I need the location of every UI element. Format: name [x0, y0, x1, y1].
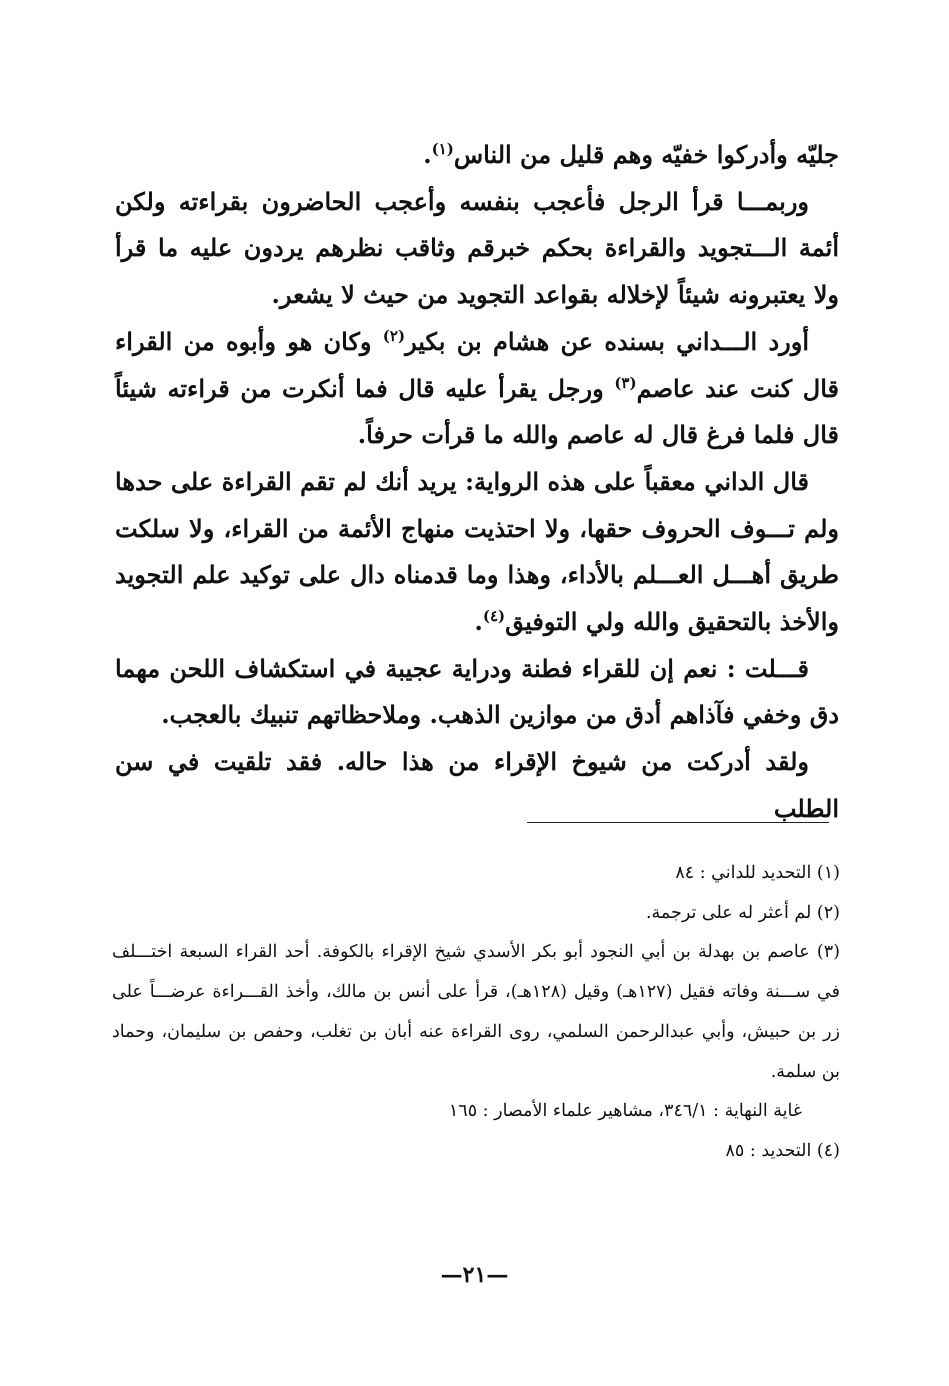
footnote-ref[interactable]: (٢) — [382, 326, 406, 345]
footnote-1: (١) التحديد للداني : ٨٤ — [675, 863, 840, 883]
footnote-3-source: غاية النهاية : ٣٤٦/١، مشاهير علماء الأمصار : ١٦٥ — [448, 1101, 802, 1122]
footnote-2: (٢) لم أعثر له على ترجمة. — [645, 902, 840, 923]
paragraph-continuation: جليّه وأدركوا خفيّه وهم قليل من الناس$^{(١)}$. — [423, 140, 839, 169]
paragraph: قال الداني معقباً على هذه الرواية: يريد أنك لم تقم القراءة على حدها ولم تـــوف الحروف حقها، ولا احتذيت منهاج الأئمة من القراء، ولا سلكت طريق أهـــل العـــلم بالأداء، وهذا وما قدمناه دال على توكيد علم التجويد والأخذ بالتحقيق والله ولي التوفيق$^{(٤)}$. — [115, 466, 839, 637]
footnote-separator — [527, 822, 829, 823]
paragraph: وربمـــا قرأ الرجل فأعجب بنفسه وأعجب الحاضرون بقراءته ولكن أئمة الـــتجويد والقراءة بحكم خبرقم وثاقب نظرهم يردون عليه ما قرأ ولا يعتبرونه شيئاً لإخلاله بقواعد التجويد من حيث لا يشعر. — [115, 186, 839, 310]
main-text — [115, 132, 839, 833]
page-number: —٢١— — [440, 1262, 509, 1288]
paragraph: ولقد أدركت من شيوخ الإقراء من هذا حاله. فقد تلقيت في سن الطلب — [115, 747, 839, 823]
footnotes — [112, 854, 840, 1172]
paragraph: أورد الـــداني بسنده عن هشام بن بكير$^{(٢)}$ وكان هو وأبوه من القراء قال كنت عند عاصم$^{(٣)}$ ورجل يقرأ عليه قال فما أنكرت من قراءته شيئاً قال فلما فرغ قال له عاصم والله ما قرأت حرفاً. — [115, 326, 840, 450]
footnote-ref[interactable]: (٣) — [614, 373, 637, 392]
footnote-4: (٤) التحديد : ٨٥ — [725, 1140, 840, 1161]
footnote-3: (٣) عاصم بن بهدلة بن أبي النجود أبو بكر الأسدي شيخ الإقراء بالكوفة. أحد القراء السبعة اختـــلف في ســـنة وفاته فقيل (١٢٧هـ) وقيل (١٢٨هـ)، قرأ على أنس بن مالك، وأخذ القـــراءة عرضـــاً على زر بن حبيش، وأبي عبدالرحمن السلمي، روى القراءة عنه أبان بن تغلب، وحفص بن سليمان، وحماد بن سلمة. — [112, 942, 841, 1082]
paragraph: قـــلت : نعم إن للقراء فطنة ودراية عجيبة في استكشاف اللحن مهما دق وخفي فآذاهم أدق من موازين الذهب. وملاحظاتهم تنبيك بالعجب. — [115, 653, 839, 730]
footnote-ref[interactable]: (١) — [431, 140, 454, 158]
footnote-ref[interactable]: (٤) — [482, 607, 506, 626]
